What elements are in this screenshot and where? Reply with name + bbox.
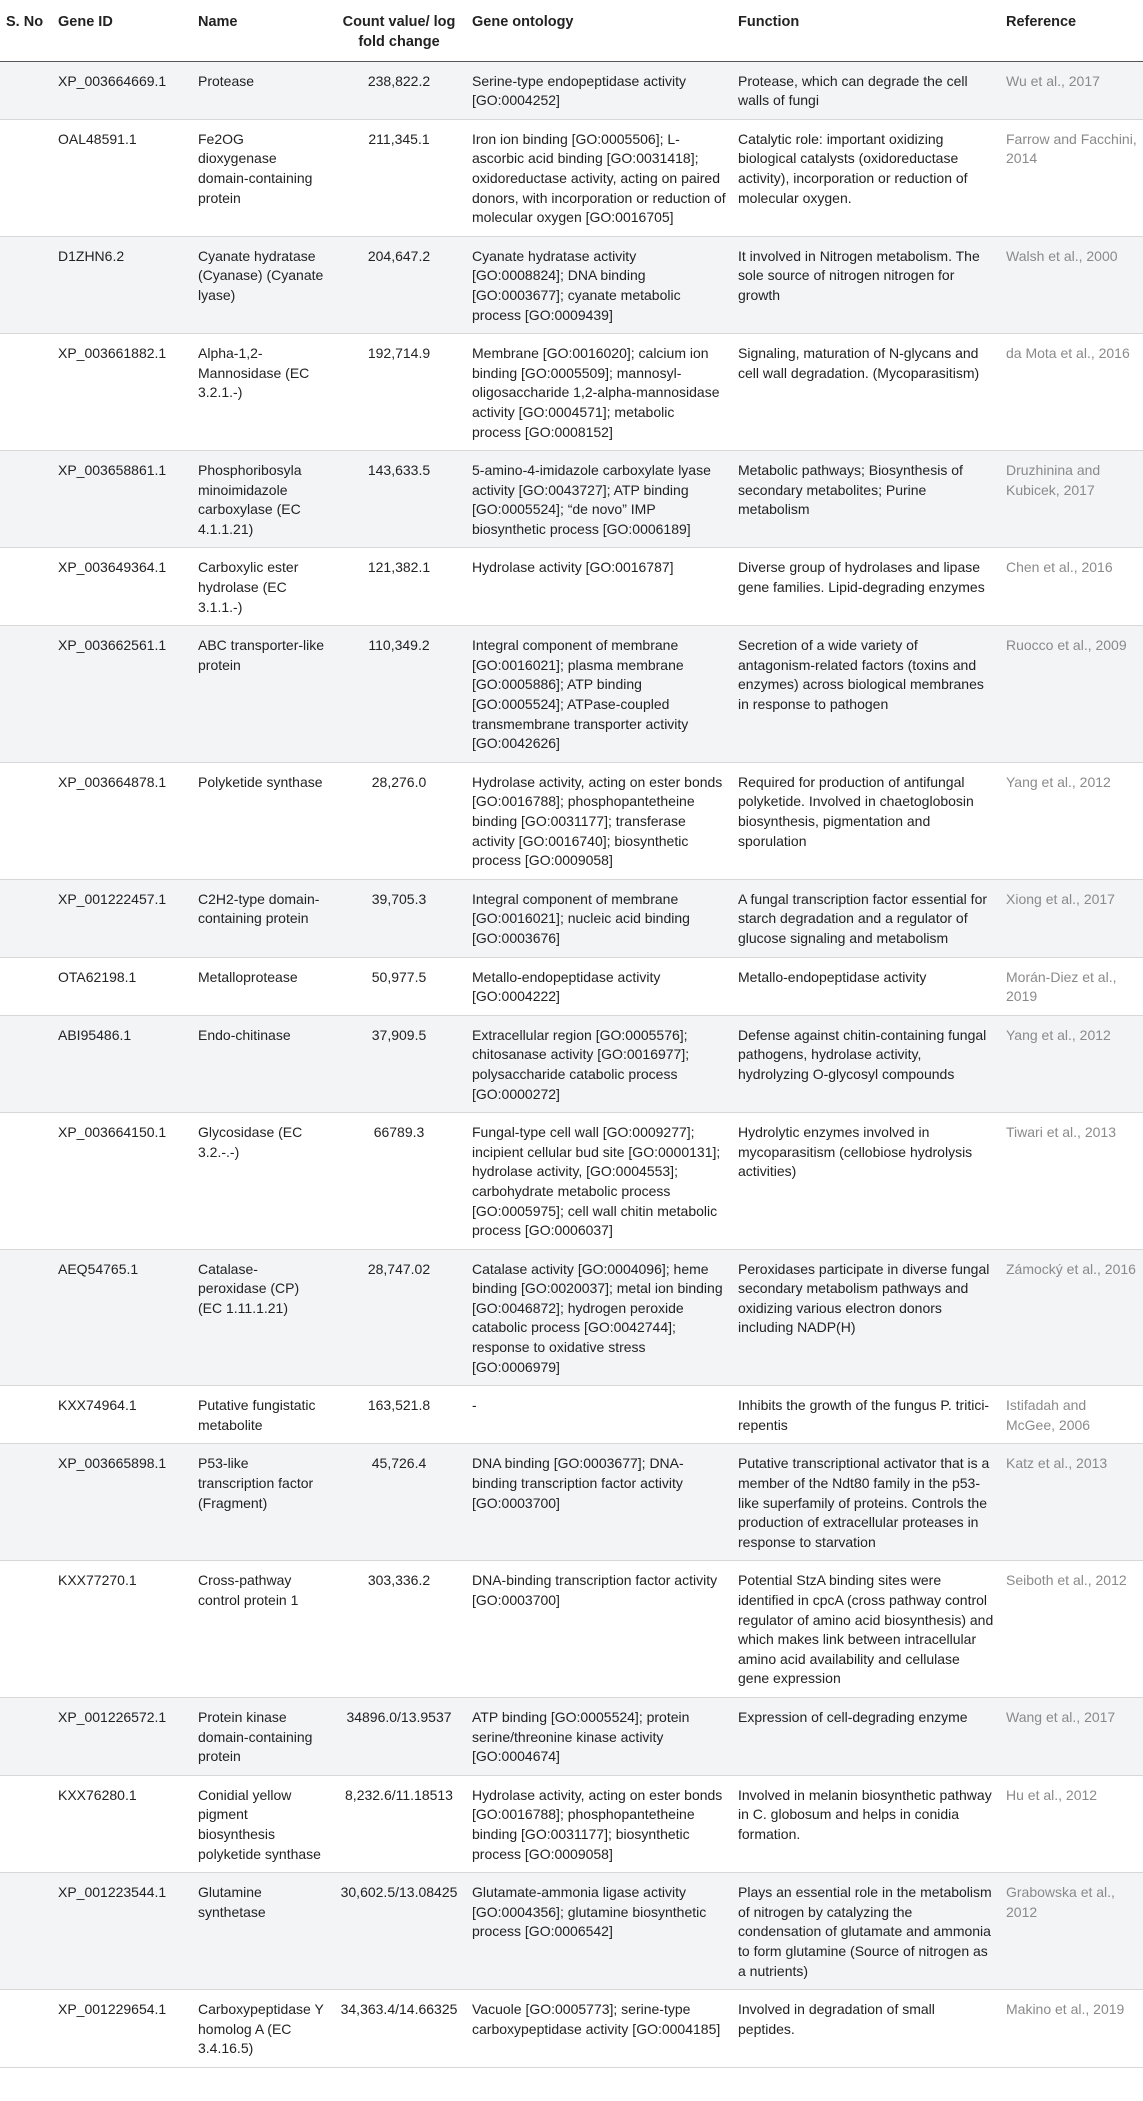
cell-reference[interactable]: Wang et al., 2017: [1000, 1697, 1143, 1775]
cell-count: 30,602.5/13.08425: [332, 1873, 466, 1990]
cell-gene-id: KXX76280.1: [52, 1775, 192, 1872]
cell-gene-id: OAL48591.1: [52, 119, 192, 236]
cell-gene-ontology: Hydrolase activity, acting on ester bonds [GO:0016788]; phosphopantetheine binding [GO:0031177]; transferase activity [GO:0016740]; biosynthetic process [GO:0009058]: [466, 762, 732, 879]
cell-count: 238,822.2: [332, 61, 466, 119]
cell-name: Conidial yellow pigment biosynthesis polyketide synthase: [192, 1775, 332, 1872]
cell-function: Involved in degradation of small peptides.: [732, 1990, 1000, 2068]
cell-gene-id: XP_001223544.1: [52, 1873, 192, 1990]
cell-gene-id: XP_003658861.1: [52, 451, 192, 548]
cell-function: It involved in Nitrogen metabolism. The sole source of nitrogen nitrogen for growth: [732, 236, 1000, 333]
cell-name: P53-like transcription factor (Fragment): [192, 1444, 332, 1561]
cell-name: Fe2OG dioxygenase domain-containing protein: [192, 119, 332, 236]
cell-function: Metallo-endopeptidase activity: [732, 957, 1000, 1015]
cell-reference[interactable]: Tiwari et al., 2013: [1000, 1113, 1143, 1250]
cell-count: 39,705.3: [332, 879, 466, 957]
cell-name: Protease: [192, 61, 332, 119]
header-gene-id: Gene ID: [52, 0, 192, 61]
cell-gene-id: XP_003664150.1: [52, 1113, 192, 1250]
cell-sno: [0, 119, 52, 236]
cell-name: Carboxylic ester hydrolase (EC 3.1.1.-): [192, 548, 332, 626]
cell-reference[interactable]: Farrow and Facchini, 2014: [1000, 119, 1143, 236]
cell-count: 28,747.02: [332, 1249, 466, 1386]
cell-sno: [0, 1873, 52, 1990]
cell-function: Secretion of a wide variety of antagonism-related factors (toxins and enzymes) across biological membranes in response to pathogen: [732, 626, 1000, 763]
cell-function: Involved in melanin biosynthetic pathway in C. globosum and helps in conidia formation.: [732, 1775, 1000, 1872]
cell-count: 8,232.6/11.18513: [332, 1775, 466, 1872]
cell-name: Protein kinase domain-containing protein: [192, 1697, 332, 1775]
cell-name: Cyanate hydratase (Cyanase) (Cyanate lyase): [192, 236, 332, 333]
table-row: [0, 879, 1143, 957]
cell-gene-ontology: Extracellular region [GO:0005576]; chitosanase activity [GO:0016977]; polysaccharide catabolic process [GO:0000272]: [466, 1015, 732, 1112]
cell-count: 50,977.5: [332, 957, 466, 1015]
cell-count: 37,909.5: [332, 1015, 466, 1112]
cell-gene-id: KXX77270.1: [52, 1561, 192, 1698]
cell-gene-id: XP_001226572.1: [52, 1697, 192, 1775]
cell-gene-id: OTA62198.1: [52, 957, 192, 1015]
cell-reference[interactable]: da Mota et al., 2016: [1000, 334, 1143, 451]
cell-function: Required for production of antifungal polyketide. Involved in chaetoglobosin biosynthesis, pigmentation and sporulation: [732, 762, 1000, 879]
table-row: [0, 451, 1143, 548]
cell-reference[interactable]: Ruocco et al., 2009: [1000, 626, 1143, 763]
cell-reference[interactable]: Yang et al., 2012: [1000, 1015, 1143, 1112]
cell-function: Defense against chitin-containing fungal pathogens, hydrolase activity, hydrolyzing O-glycosyl compounds: [732, 1015, 1000, 1112]
cell-sno: [0, 451, 52, 548]
table-row: [0, 762, 1143, 879]
table-row: [0, 1249, 1143, 1386]
cell-reference[interactable]: Morán-Diez et al., 2019: [1000, 957, 1143, 1015]
cell-function: Putative transcriptional activator that is a member of the Ndt80 family in the p53-like superfamily of proteins. Controls the production of extracellular proteases in response to starvation: [732, 1444, 1000, 1561]
cell-gene-id: XP_003649364.1: [52, 548, 192, 626]
cell-count: 110,349.2: [332, 626, 466, 763]
cell-function: Expression of cell-degrading enzyme: [732, 1697, 1000, 1775]
cell-function: Signaling, maturation of N-glycans and cell wall degradation. (Mycoparasitism): [732, 334, 1000, 451]
header-gene-ontology: Gene ontology: [466, 0, 732, 61]
cell-reference[interactable]: Istifadah and McGee, 2006: [1000, 1386, 1143, 1444]
cell-sno: [0, 1697, 52, 1775]
cell-name: Metalloprotease: [192, 957, 332, 1015]
table-row: [0, 957, 1143, 1015]
cell-reference[interactable]: Xiong et al., 2017: [1000, 879, 1143, 957]
cell-sno: [0, 1990, 52, 2068]
cell-sno: [0, 1113, 52, 1250]
cell-count: 45,726.4: [332, 1444, 466, 1561]
cell-gene-ontology: -: [466, 1386, 732, 1444]
cell-name: Putative fungistatic metabolite: [192, 1386, 332, 1444]
cell-gene-id: XP_003665898.1: [52, 1444, 192, 1561]
cell-count: 204,647.2: [332, 236, 466, 333]
cell-sno: [0, 61, 52, 119]
cell-count: 163,521.8: [332, 1386, 466, 1444]
cell-gene-ontology: Integral component of membrane [GO:0016021]; plasma membrane [GO:0005886]; ATP binding [GO:0005524]; ATPase-coupled transmembrane transporter activity [GO:0042626]: [466, 626, 732, 763]
cell-name: Phosphoribosyla minoimidazole carboxylase (EC 4.1.1.21): [192, 451, 332, 548]
cell-sno: [0, 1249, 52, 1386]
cell-function: Hydrolytic enzymes involved in mycoparasitism (cellobiose hydrolysis activities): [732, 1113, 1000, 1250]
table-row: [0, 1561, 1143, 1698]
cell-count: 143,633.5: [332, 451, 466, 548]
cell-sno: [0, 334, 52, 451]
cell-gene-ontology: Hydrolase activity, acting on ester bonds [GO:0016788]; phosphopantetheine binding [GO:0031177]; biosynthetic process [GO:0009058]: [466, 1775, 732, 1872]
cell-gene-ontology: ATP binding [GO:0005524]; protein serine/threonine kinase activity [GO:0004674]: [466, 1697, 732, 1775]
cell-gene-id: XP_003664669.1: [52, 61, 192, 119]
cell-gene-id: XP_001229654.1: [52, 1990, 192, 2068]
cell-count: 66789.3: [332, 1113, 466, 1250]
cell-name: Alpha-1,2-Mannosidase (EC 3.2.1.-): [192, 334, 332, 451]
table-row: [0, 1990, 1143, 2068]
cell-gene-ontology: Fungal-type cell wall [GO:0009277]; incipient cellular bud site [GO:0000131]; hydrolase activity, [GO:0004553]; carbohydrate metabolic process [GO:0005975]; cell wall chitin metabolic process [GO:0006037]: [466, 1113, 732, 1250]
cell-gene-id: AEQ54765.1: [52, 1249, 192, 1386]
table-row: [0, 1775, 1143, 1872]
cell-gene-ontology: Serine-type endopeptidase activity [GO:0004252]: [466, 61, 732, 119]
table-row: [0, 119, 1143, 236]
cell-sno: [0, 548, 52, 626]
cell-function: Plays an essential role in the metabolism of nitrogen by catalyzing the condensation of glutamate and ammonia to form glutamine (Source of nitrogen as a nutrients): [732, 1873, 1000, 1990]
cell-gene-ontology: Hydrolase activity [GO:0016787]: [466, 548, 732, 626]
table-body: [0, 61, 1143, 2067]
header-sno: S. No: [0, 0, 52, 61]
table-row: [0, 1386, 1143, 1444]
cell-count: 211,345.1: [332, 119, 466, 236]
cell-sno: [0, 626, 52, 763]
cell-count: 34,363.4/14.66325: [332, 1990, 466, 2068]
cell-gene-id: XP_003664878.1: [52, 762, 192, 879]
header-function: Function: [732, 0, 1000, 61]
cell-name: C2H2-type domain-containing protein: [192, 879, 332, 957]
table-row: [0, 1444, 1143, 1561]
cell-reference[interactable]: Druzhinina and Kubicek, 2017: [1000, 451, 1143, 548]
cell-gene-id: D1ZHN6.2: [52, 236, 192, 333]
cell-reference[interactable]: Walsh et al., 2000: [1000, 236, 1143, 333]
cell-reference[interactable]: Chen et al., 2016: [1000, 548, 1143, 626]
header-count: Count value/ log fold change: [332, 0, 466, 61]
cell-count: 34896.0/13.9537: [332, 1697, 466, 1775]
cell-gene-ontology: Integral component of membrane [GO:0016021]; nucleic acid binding [GO:0003676]: [466, 879, 732, 957]
cell-name: Glutamine synthetase: [192, 1873, 332, 1990]
table-header: [0, 0, 1143, 61]
cell-function: Diverse group of hydrolases and lipase gene families. Lipid-degrading enzymes: [732, 548, 1000, 626]
header-name: Name: [192, 0, 332, 61]
cell-reference[interactable]: Seiboth et al., 2012: [1000, 1561, 1143, 1698]
cell-count: 28,276.0: [332, 762, 466, 879]
cell-gene-ontology: Membrane [GO:0016020]; calcium ion binding [GO:0005509]; mannosyl-oligosaccharide 1,2-alpha-mannosidase activity [GO:0004571]; metabolic process [GO:0008152]: [466, 334, 732, 451]
cell-gene-id: KXX74964.1: [52, 1386, 192, 1444]
table-row: [0, 1015, 1143, 1112]
cell-function: Potential StzA binding sites were identified in cpcA (cross pathway control regulator of amino acid biosynthesis) and which makes link between intracellular amino acid availability and cellulase gene expression: [732, 1561, 1000, 1698]
cell-gene-id: XP_001222457.1: [52, 879, 192, 957]
cell-gene-ontology: Cyanate hydratase activity [GO:0008824]; DNA binding [GO:0003677]; cyanate metabolic process [GO:0009439]: [466, 236, 732, 333]
cell-function: A fungal transcription factor essential for starch degradation and a regulator of glucose signaling and metabolism: [732, 879, 1000, 957]
table-row: [0, 1873, 1143, 1990]
cell-function: Catalytic role: important oxidizing biological catalysts (oxidoreductase activity), incorporation or reduction of molecular oxygen.: [732, 119, 1000, 236]
cell-gene-id: XP_003661882.1: [52, 334, 192, 451]
cell-reference[interactable]: Hu et al., 2012: [1000, 1775, 1143, 1872]
table-row: [0, 548, 1143, 626]
cell-sno: [0, 957, 52, 1015]
cell-gene-id: XP_003662561.1: [52, 626, 192, 763]
cell-name: Cross-pathway control protein 1: [192, 1561, 332, 1698]
cell-name: Polyketide synthase: [192, 762, 332, 879]
cell-count: 121,382.1: [332, 548, 466, 626]
cell-reference[interactable]: Wu et al., 2017: [1000, 61, 1143, 119]
cell-gene-ontology: Metallo-endopeptidase activity [GO:0004222]: [466, 957, 732, 1015]
cell-reference[interactable]: Yang et al., 2012: [1000, 762, 1143, 879]
cell-gene-ontology: DNA binding [GO:0003677]; DNA-binding transcription factor activity [GO:0003700]: [466, 1444, 732, 1561]
cell-sno: [0, 1561, 52, 1698]
cell-name: Carboxypeptidase Y homolog A (EC 3.4.16.5): [192, 1990, 332, 2068]
cell-gene-id: ABI95486.1: [52, 1015, 192, 1112]
cell-count: 192,714.9: [332, 334, 466, 451]
cell-name: ABC transporter-like protein: [192, 626, 332, 763]
cell-name: Glycosidase (EC 3.2.-.-): [192, 1113, 332, 1250]
header-reference: Reference: [1000, 0, 1143, 61]
table-row: [0, 61, 1143, 119]
cell-reference[interactable]: Grabowska et al., 2012: [1000, 1873, 1143, 1990]
cell-function: Protease, which can degrade the cell walls of fungi: [732, 61, 1000, 119]
cell-sno: [0, 1444, 52, 1561]
cell-gene-ontology: DNA-binding transcription factor activity [GO:0003700]: [466, 1561, 732, 1698]
table-row: [0, 626, 1143, 763]
cell-gene-ontology: Glutamate-ammonia ligase activity [GO:0004356]; glutamine biosynthetic process [GO:0006542]: [466, 1873, 732, 1990]
cell-function: Metabolic pathways; Biosynthesis of secondary metabolites; Purine metabolism: [732, 451, 1000, 548]
header-row: [0, 0, 1143, 61]
cell-sno: [0, 236, 52, 333]
cell-gene-ontology: 5-amino-4-imidazole carboxylate lyase activity [GO:0043727]; ATP binding [GO:0005524]; “de novo” IMP biosynthetic process [GO:0006189]: [466, 451, 732, 548]
cell-reference[interactable]: Zámocký et al., 2016: [1000, 1249, 1143, 1386]
cell-gene-ontology: Vacuole [GO:0005773]; serine-type carboxypeptidase activity [GO:0004185]: [466, 1990, 732, 2068]
cell-sno: [0, 879, 52, 957]
cell-sno: [0, 1015, 52, 1112]
cell-function: Inhibits the growth of the fungus P. tritici-repentis: [732, 1386, 1000, 1444]
cell-gene-ontology: Iron ion binding [GO:0005506]; L-ascorbic acid binding [GO:0031418]; oxidoreductase activity, acting on paired donors, with incorporation or reduction of molecular oxygen [GO:0016705]: [466, 119, 732, 236]
cell-sno: [0, 1386, 52, 1444]
cell-name: Endo-chitinase: [192, 1015, 332, 1112]
cell-name: Catalase-peroxidase (CP) (EC 1.11.1.21): [192, 1249, 332, 1386]
cell-reference[interactable]: Makino et al., 2019: [1000, 1990, 1143, 2068]
table-row: [0, 1697, 1143, 1775]
cell-function: Peroxidases participate in diverse fungal secondary metabolism pathways and oxidizing various electron donors including NADP(H): [732, 1249, 1000, 1386]
cell-gene-ontology: Catalase activity [GO:0004096]; heme binding [GO:0020037]; metal ion binding [GO:0046872]; hydrogen peroxide catabolic process [GO:0042744]; response to oxidative stress [GO:0006979]: [466, 1249, 732, 1386]
table-row: [0, 236, 1143, 333]
cell-sno: [0, 762, 52, 879]
table-row: [0, 1113, 1143, 1250]
table-row: [0, 334, 1143, 451]
cell-count: 303,336.2: [332, 1561, 466, 1698]
cell-reference[interactable]: Katz et al., 2013: [1000, 1444, 1143, 1561]
cell-sno: [0, 1775, 52, 1872]
